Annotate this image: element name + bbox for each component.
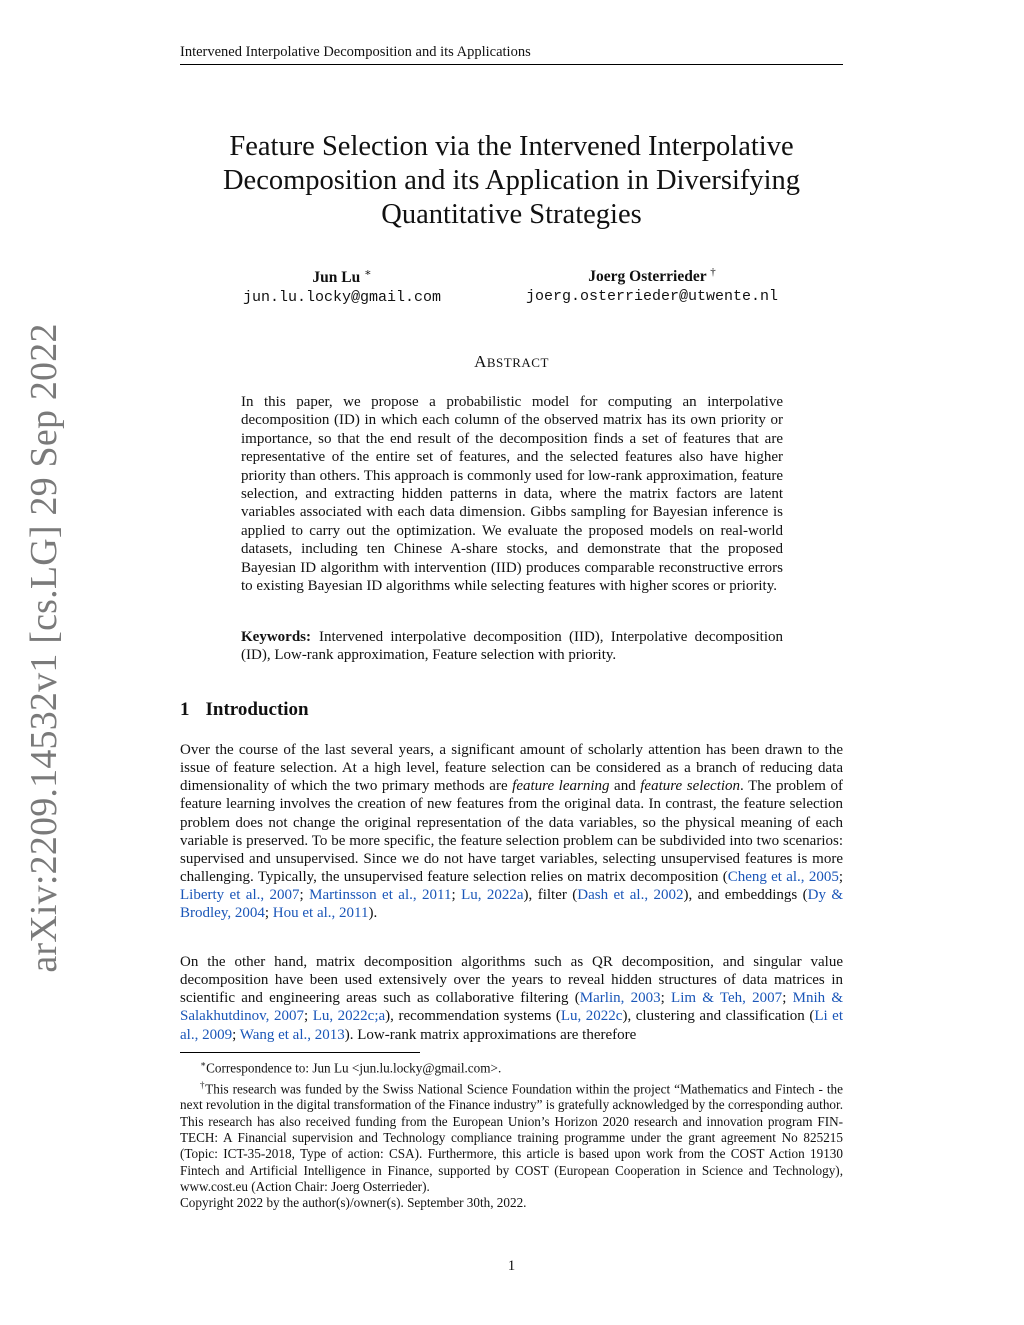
page-number: 1 bbox=[507, 1258, 516, 1274]
running-header: Intervened Interpolative Decomposition and its Applications bbox=[180, 44, 843, 65]
citation-link[interactable]: Li et al., 2009 bbox=[180, 1008, 844, 1043]
title-line: Quantitative Strategies bbox=[381, 199, 642, 230]
footnote-mark: ∗ bbox=[364, 267, 372, 279]
intro-paragraph-1: Over the course of the last several years, a significant amount of scholarly attention has been drawn to the issue of feature selection. At a high level, feature selection can be considered as a branch of reducing data dimensionality of which the two primary methods are feature learning and feature selection. The problem of feature learning involves the creation of new features from the original data. In contrast, the feature selection problem does not change the original representation of the data variables, so the physical meaning of each variable is preserved. To be more specific, the feature selection problem can be subdivided into two scenarios: supervised and unsupervised. Since we do not have target variables, selecting unsupervised features is more challenging. Typically, the unsupervised feature selection relies on matrix decomposition (Cheng et al., 2005; Liberty et al., 2007; Martinsson et al., 2011; Lu, 2022a), filter (Dash et al., 2002), and embeddings (Dy & Brodley, 2004; Hou et al., 2011). bbox=[180, 742, 844, 922]
footnote-funding: †This research was funded by the Swiss National Science Foundation within the project “Mathematics and Fintech - the next revolution in the digital transformation of the Finance industry” is gratefully acknowledged by the corresponding author. This research has also received funding from the European Union’s Horizon 2020 research and innovation program FIN-TECH: A Financial supervision and Technology compliance training programme under the grant agreement No 825215 (Topic: ICT-35-2018, Type of action: CSA). Furthermore, this article is based upon work from the COST Action 19130 Fintech and Artificial Intelligence in Finance, supported by COST (European Cooperation in Science and Technology), www.cost.eu (Action Chair: Joerg Osterrieder). bbox=[180, 1079, 843, 1194]
citation-link[interactable]: Lu, 2022c bbox=[560, 1008, 623, 1025]
citation-link[interactable]: Marlin, 2003 bbox=[579, 990, 661, 1007]
abstract-body: In this paper, we propose a probabilistic model for computing an interpolative decomposition (ID) in which each column of the observed matrix has its own priority or importance, so that the end result of the decomposition finds a set of features that are representative of the entire set of features, and the selected features also have higher priority than others. This approach is commonly used for low-rank approximation, feature selection, and extracting hidden patterns in data, where the matrix factors are latent variables associated with each data dimension. Gibbs sampling for Bayesian inference is applied to carry out the optimization. We evaluate the proposed models on real-world datasets, including ten Chinese A-share stocks, and demonstrate that the proposed Bayesian ID algorithm with intervention (IID) produces comparable reconstructive errors to existing Bayesian ID algorithms while selecting features with higher scores or priority. bbox=[241, 394, 783, 595]
citation-link[interactable]: Dy & Brodley, 2004 bbox=[180, 887, 844, 922]
citation-link[interactable]: Liberty et al., 2007 bbox=[180, 887, 300, 904]
author-name: Joerg Osterrieder bbox=[588, 268, 707, 286]
citation-link[interactable]: Wang et al., 2013 bbox=[239, 1026, 345, 1043]
keywords-text: Intervened interpolative decomposition (IID), Interpolative decomposition (ID), Low-rank approximation, Feature selection with priority. bbox=[241, 629, 783, 664]
title-line: Feature Selection via the Intervened Interpolative bbox=[229, 131, 794, 162]
footnote-divider bbox=[180, 1052, 420, 1053]
citation-link[interactable]: Lim & Teh, 2007 bbox=[671, 990, 783, 1007]
citation-link[interactable]: Cheng et al., 2005 bbox=[727, 869, 839, 886]
paper-title bbox=[180, 130, 843, 232]
citation-link[interactable]: Dash et al., 2002 bbox=[577, 887, 684, 904]
citation-link[interactable]: Mnih & Salakhutdinov, 2007 bbox=[180, 990, 844, 1025]
arxiv-identifier-sidebar: arXiv:2209.14532v1 [cs.LG] 29 Sep 2022 bbox=[23, 323, 65, 973]
citation-link[interactable]: Hou et al., 2011 bbox=[272, 905, 369, 922]
copyright-notice: Copyright 2022 by the author(s)/owner(s). September 30th, 2022. bbox=[180, 1195, 527, 1211]
section-heading-introduction: 1 Introduction bbox=[180, 699, 309, 720]
author-block-2 bbox=[512, 266, 792, 305]
citation-link[interactable]: Martinsson et al., 2011 bbox=[309, 887, 452, 904]
keywords-label: Keywords: bbox=[241, 629, 311, 645]
citation-link[interactable]: Lu, 2022c;a bbox=[312, 1008, 386, 1025]
keywords bbox=[241, 628, 783, 665]
citation-link[interactable]: Lu, 2022a bbox=[461, 887, 524, 904]
abstract-heading: ABSTRACT bbox=[474, 352, 549, 371]
author-name: Jun Lu bbox=[312, 269, 361, 287]
author-email[interactable]: jun.lu.locky@gmail.com bbox=[242, 289, 442, 307]
footnote-mark: † bbox=[710, 266, 716, 278]
title-line: Decomposition and its Application in Diversifying bbox=[222, 165, 801, 196]
intro-paragraph-2: On the other hand, matrix decomposition algorithms such as QR decomposition, and singular value decomposition have been used extensively over the years to reveal hidden structures of data matrices in scientific and engineering areas such as collaborative filtering (Marlin, 2003; Lim & Teh, 2007; Mnih & Salakhutdinov, 2007; Lu, 2022c;a), recommendation systems (Lu, 2022c), clustering and classification (Li et al., 2009; Wang et al., 2013). Low-rank matrix approximations are therefore bbox=[180, 954, 844, 1043]
author-block-1 bbox=[232, 266, 452, 306]
author-email[interactable]: joerg.osterrieder@utwente.nl bbox=[525, 288, 779, 306]
footnotes bbox=[180, 1056, 843, 1211]
footnote-correspondence: ∗Correspondence to: Jun Lu <jun.lu.locky@gmail.com>. bbox=[200, 1059, 502, 1076]
